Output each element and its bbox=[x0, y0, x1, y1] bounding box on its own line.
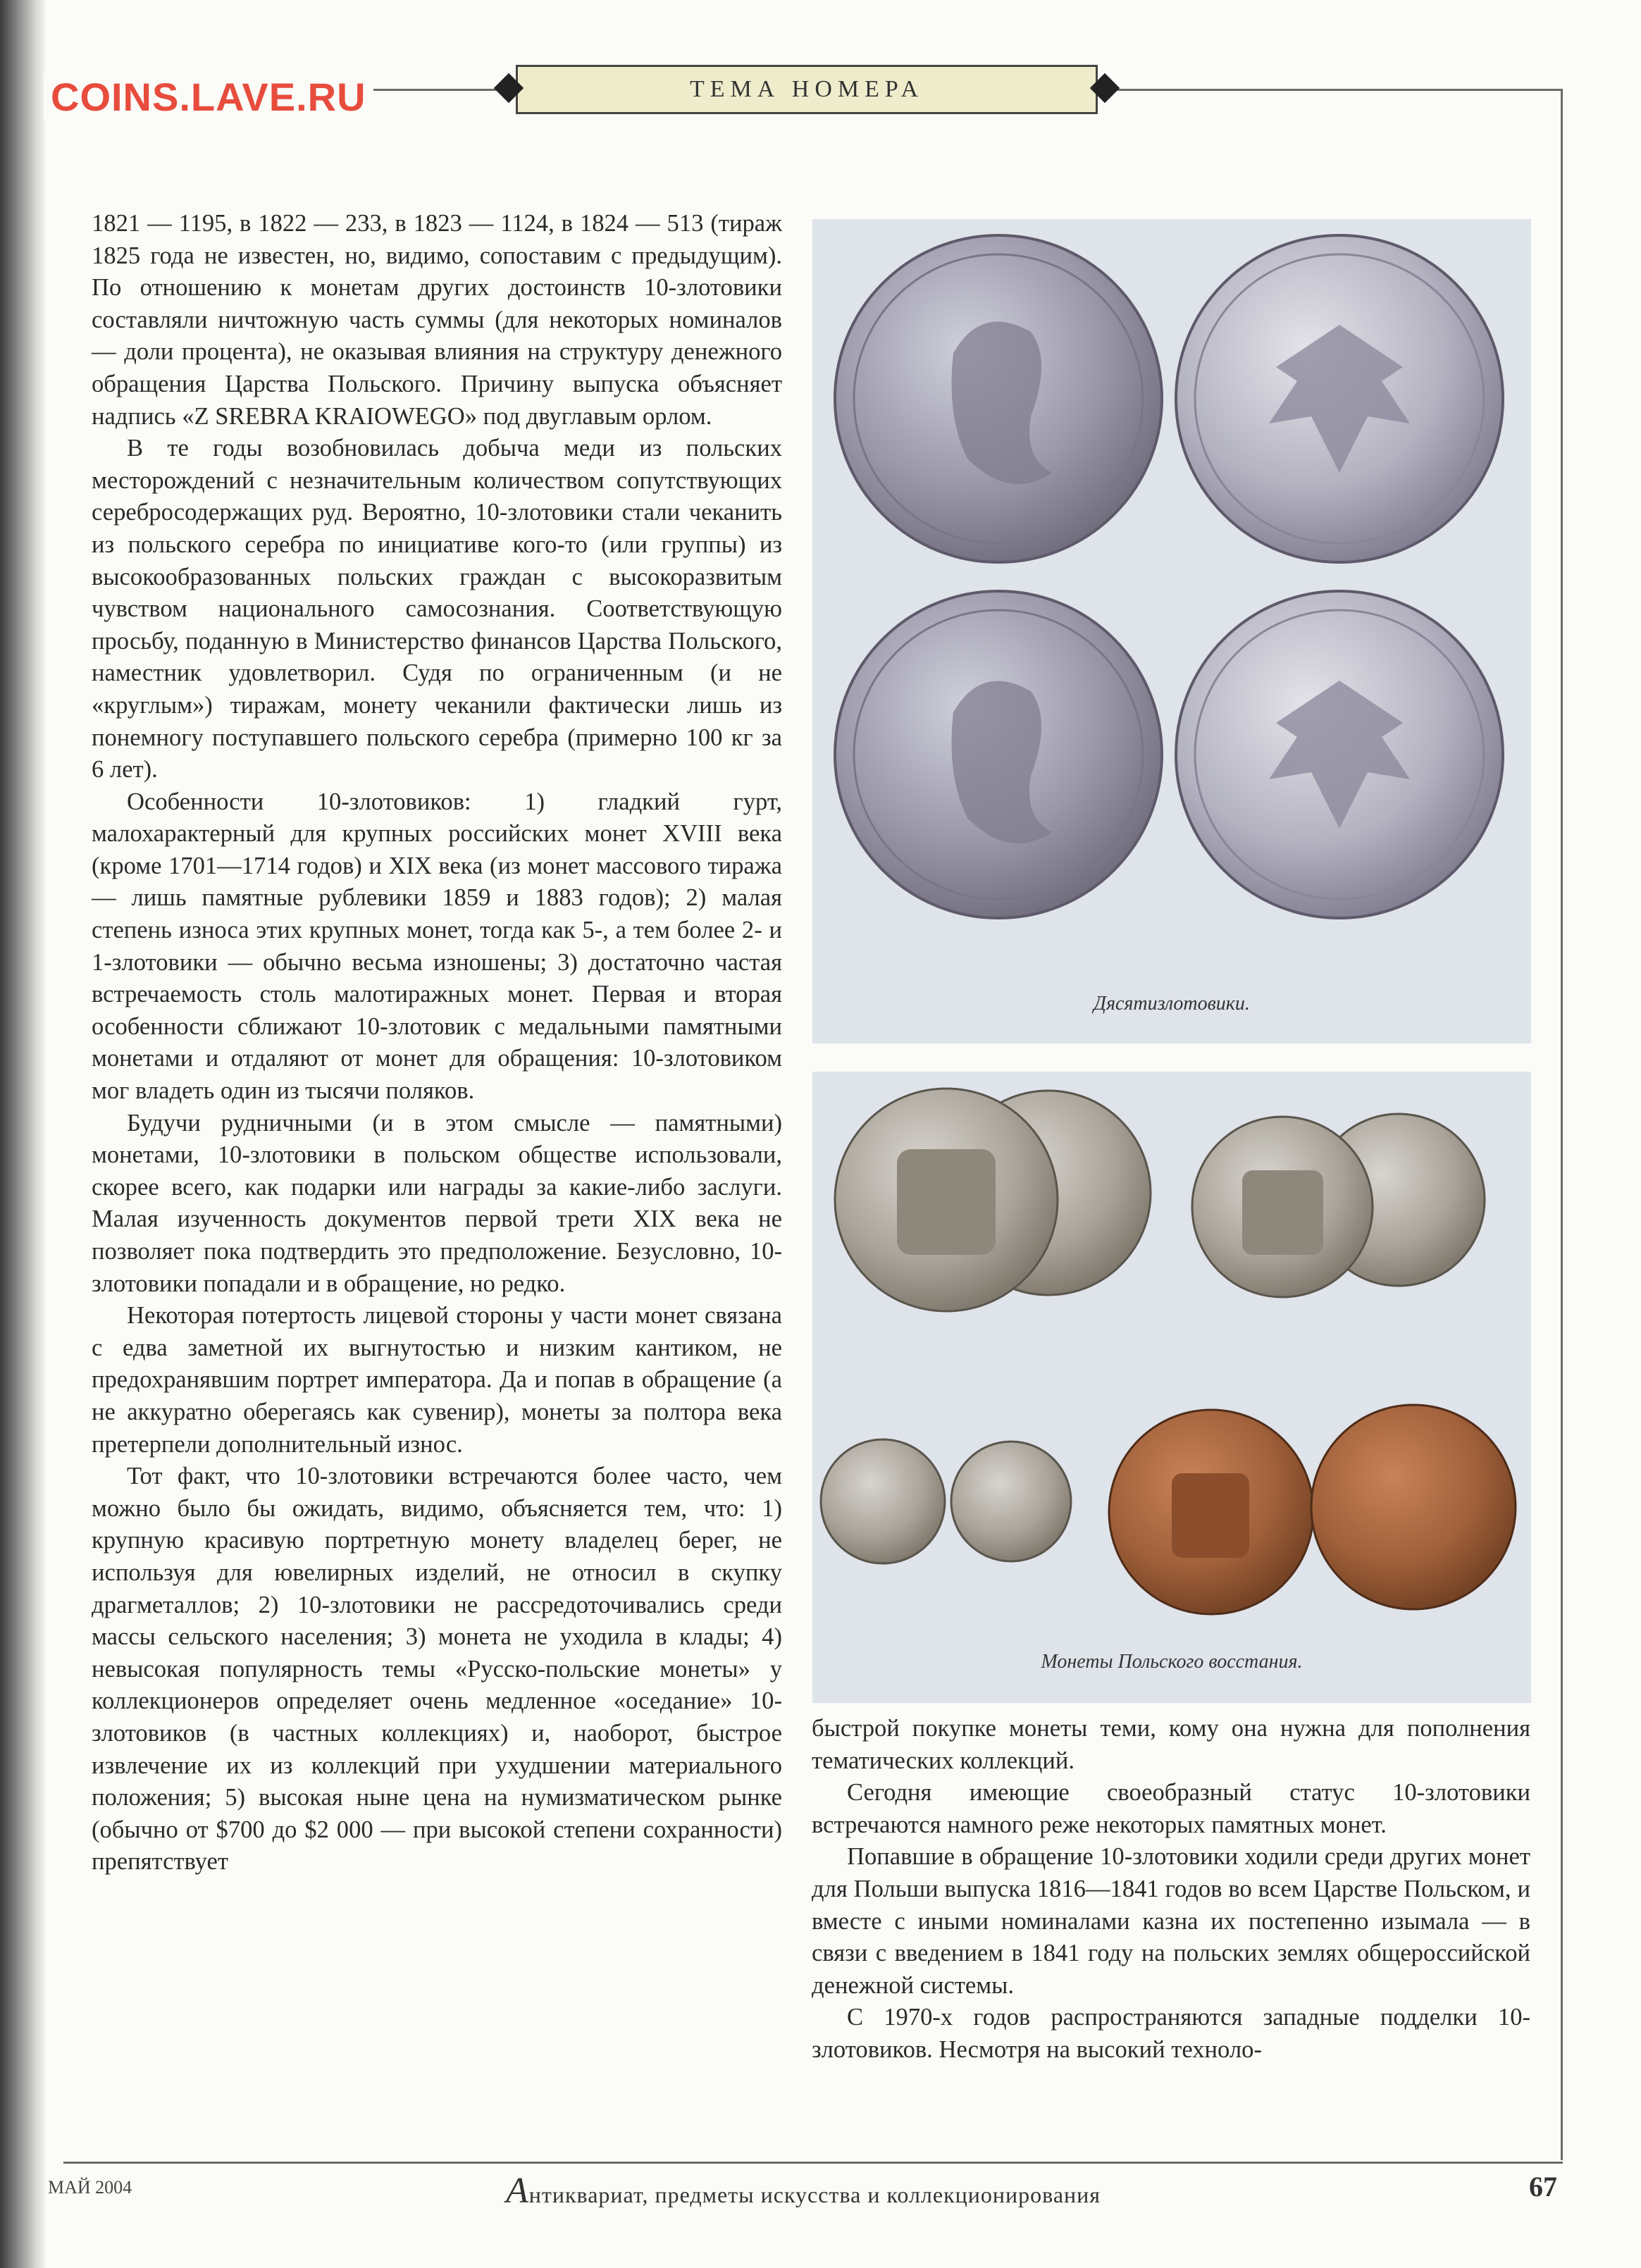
magazine-title: Антиквариат, предметы искусства и коллекционирования bbox=[505, 2171, 1101, 2211]
paragraph: С 1970-х годов распространяются западные подделки 10-злотовиков. Несмотря на высокий техноло- bbox=[812, 2004, 1530, 2063]
ten-zloty-coins-photo bbox=[812, 219, 1531, 1043]
coin-3-grosze-obverse bbox=[1109, 1410, 1313, 1614]
paragraph: Попавшие в обращение 10-злотовики ходили среди других монет для Польши выпуска 1816—1841 годов во всем Царстве Польском, и вместе с иными номиналами казна их постепенно изымала — в связи с введением в 1841 году на польских землях общероссийской денежной системы. bbox=[812, 1843, 1530, 1999]
paragraph: В те годы возобновилась добыча меди из польских месторождений с незначительным количеством сопутствующих серебросодержащих руд. Вероятно, 10-злотовики стали чеканить из польского серебра по инициативе кого-то (или группы) из высокообразованных польских граждан с высокоразвитым чувством национального самосознания. Соответствующую просьбу, поданную в Министерство финансов Царства Польского, наместник удовлетворил. Судя по ограниченным (и не «круглым») тиражам, монету чеканили фактически лишь из понемногу поступавшего польского серебра (примерно 100 кг за 6 лет). bbox=[92, 435, 782, 783]
coin-10-groszy-reverse bbox=[951, 1442, 1071, 1561]
coin-5-zloty-obverse bbox=[835, 1089, 1058, 1311]
coin-obverse-1824 bbox=[835, 591, 1162, 918]
uprising-coins-photo bbox=[812, 1072, 1531, 1703]
coins-illustration bbox=[812, 1072, 1531, 1703]
paragraph: Особенности 10-злотовиков: 1) гладкий гурт, малохарактерный для крупных российских монет XVIII века (кроме 1701—1714 годов) и XIX века (из монет массового тиража — лишь памятные рублевики 1859 и 1883 годов); 2) малая степень износа этих крупных монет, тогда как 5-, а тем более 2- и 1-злотовики — обычно весьма изношены; 3) достаточно частая встречаемость столь малотиражных монет. Первая и вторая особенности сближают 10-злотовик с медальными памятными монетами и отдаляют от монет для обращения: 10-злотовиком мог владеть один из тысячи поляков. bbox=[92, 788, 782, 1105]
page-number: 67 bbox=[1529, 2171, 1557, 2202]
frame-bottom-rule bbox=[63, 2162, 1563, 2164]
coin-3-grosze-reverse bbox=[1311, 1405, 1516, 1609]
coin-reverse-1824 bbox=[1176, 591, 1503, 918]
paragraph: 1821 — 1195, в 1822 — 233, в 1823 — 1124, в 1824 — 513 (тираж 1825 года не известен, но, видимо, сопоставим с предыдущим). По отношению к монетам других достоинств 10-злотовики составляли ничтожную часть суммы (для некоторых номиналов — доли процента), не оказывая влияния на структуру денежного обращения Царства Польского. Причину выпуска объясняет надпись «Z SREBRA KRAIOWEGO» под двуглавым орлом. bbox=[92, 210, 782, 430]
paragraph: Будучи рудничными (и в этом смысле — памятными) монетами, 10-злотовики в польском обществе использовали, скорее всего, как подарки или награды за какие-либо заслуги. Малая изученность документов первой трети XIX века не позволяет пока подтвердить это предположение. Безусловно, 10-злотовики попадали и в обращение, но редко. bbox=[92, 1109, 782, 1297]
section-title: ТЕМА НОМЕРА bbox=[516, 65, 1098, 114]
watermark: COINS.LAVE.RU bbox=[44, 74, 373, 120]
coin-10-groszy-obverse bbox=[821, 1439, 945, 1563]
coin-obverse-1821 bbox=[835, 235, 1162, 562]
coins-illustration bbox=[812, 219, 1531, 1043]
coin-2-zloty-obverse bbox=[1192, 1117, 1373, 1297]
article-left-column bbox=[92, 208, 782, 1878]
coin-reverse-1821 bbox=[1176, 235, 1503, 562]
figure-caption: Монеты Польского восстания. bbox=[1041, 1651, 1303, 1673]
section-header bbox=[497, 65, 1117, 114]
paragraph: Тот факт, что 10-злотовики встречаются более часто, чем можно было бы ожидать, видимо, объясняется тем, что: 1) крупную красивую портретную монету владелец берег, не используя для ювелирных изделий, не относил в скупку драгметаллов; 2) 10-злотовики не рассредоточивались среди массы сельского населения; 3) монета не уходила в клады; 4) невысокая популярность темы «Русско-польские монеты» у коллекционеров определяет очень медленное «оседание» 10-злотовиков (в частных коллекциях) и, наоборот, быстрое извлечение их из коллекций при ухудшении материального положения; 5) высокая ныне цена на нумизматическом рынке (обычно от $700 до $2 000 — при высокой степени сохранности) препятствует bbox=[92, 1463, 782, 1876]
issue-date: МАЙ 2004 bbox=[48, 2177, 132, 2198]
frame-right-rule bbox=[1561, 89, 1563, 2160]
page-spine-shadow bbox=[0, 0, 45, 2268]
figure-caption: Дясятизлотовики. bbox=[1094, 993, 1250, 1015]
paragraph: Сегодня имеющие своеобразный статус 10-злотовики встречаются намного реже некоторых памятных монет. bbox=[812, 1779, 1530, 1838]
article-right-column bbox=[812, 1713, 1530, 2066]
paragraph: быстрой покупке монеты теми, кому она нужна для пополнения тематических коллекций. bbox=[812, 1715, 1530, 1774]
paragraph: Некоторая потертость лицевой стороны у части монет связана с едва заметной их выгнутостью и низким кантиком, не предохранявшим портрет императора. Да и попав в обращение (а не аккуратно оберегаясь как сувенир), монеты за полтора века претерпели дополнительный износ. bbox=[92, 1302, 782, 1458]
